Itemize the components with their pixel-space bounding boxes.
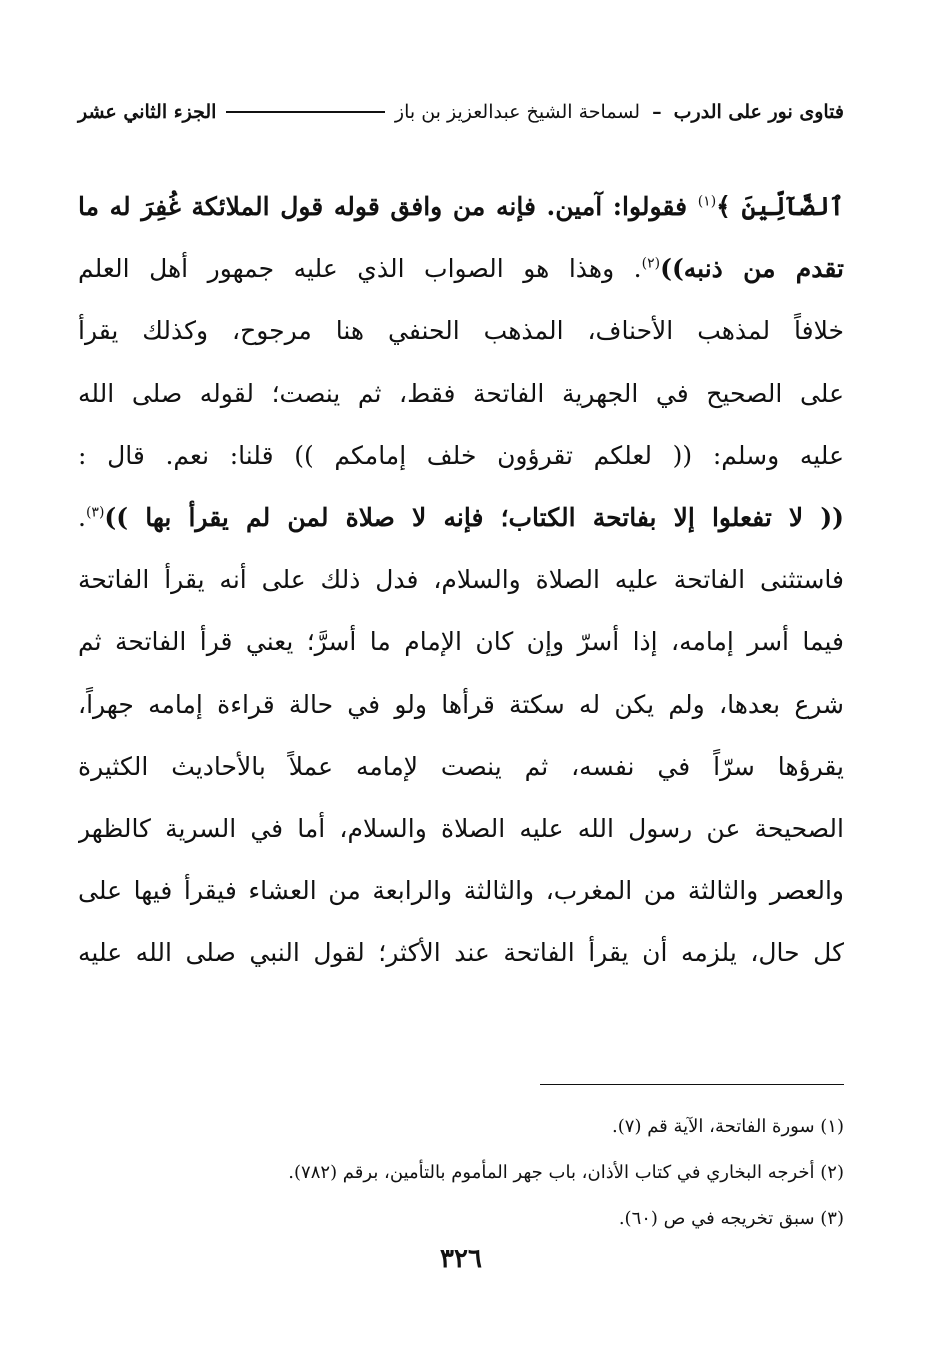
text-line: والعصر والثالثة من المغرب، والثالثة والرابعة من العشاء فيقرأ فيها على bbox=[78, 876, 844, 906]
text-line: (( لا تفعلوا إلا بفاتحة الكتاب؛ فإنه لا صلاة لمن لم يقرأ بها ))$^{(٣)}$. bbox=[78, 502, 844, 532]
author-name: لسماحة الشيخ عبدالعزيز بن باز bbox=[394, 101, 641, 123]
running-header bbox=[78, 96, 844, 128]
text-line: ٱلضَّآلِّينَ ﴾$^{(١)}$ فقولوا: آمين. فإنه من وافق قوله قول الملائكة غُفِرَ له ما bbox=[78, 192, 844, 221]
book-title: فتاوى نور على الدرب bbox=[673, 101, 844, 123]
text-line: على الصحيح في الجهرية الفاتحة فقط، ثم ينصت؛ لقوله صلى الله bbox=[78, 378, 844, 408]
text-line: الصحيحة عن رسول الله عليه الصلاة والسلام، أما في السرية كالظهر bbox=[78, 813, 844, 843]
footnotes bbox=[78, 1104, 844, 1242]
text-line: شرع بعدها، ولم يكن له سكتة قرأها ولو في حالة قراءة إمامه جهراً، bbox=[78, 689, 844, 719]
volume-label: الجزء الثاني عشر bbox=[78, 101, 217, 123]
text-line: فاستثنى الفاتحة عليه الصلاة والسلام، فدل ذلك على أنه يقرأ الفاتحة bbox=[78, 565, 844, 595]
footnote: (١) سورة الفاتحة، الآية قم (٧). bbox=[612, 1116, 844, 1137]
footnote-ref: (١) bbox=[697, 193, 717, 210]
page-number: ٣٢٦ bbox=[440, 1244, 482, 1274]
footnote: (٢) أخرجه البخاري في كتاب الأذان، باب جهر المأموم بالتأمين، برقم (٧٨٢). bbox=[288, 1162, 844, 1183]
header-rule bbox=[226, 111, 384, 113]
header-dash: – bbox=[652, 101, 662, 123]
footnote-ref: (٣) bbox=[85, 504, 105, 521]
text-line: فيما أسر إمامه، إذا أسرّ وإن كان الإمام ما أسرَّ؛ يعني قرأ الفاتحة ثم bbox=[78, 627, 844, 657]
text-line: تقدم من ذنبه))$^{(٢)}$. وهذا هو الصواب الذي عليه جمهور أهل العلم bbox=[78, 254, 844, 284]
body-text bbox=[78, 176, 844, 984]
text-line: يقرؤها سرّاً في نفسه، ثم ينصت لإمامه عملاً بالأحاديث الكثيرة bbox=[78, 751, 844, 781]
text-line: عليه وسلم: (( لعلكم تقرؤون خلف إمامكم )) قلنا: نعم. قال : bbox=[78, 440, 844, 470]
footnote-ref: (٢) bbox=[641, 255, 661, 272]
text-line: كل حال، يلزمه أن يقرأ الفاتحة عند الأكثر؛ لقول النبي صلى الله عليه bbox=[78, 938, 844, 968]
footnote-separator bbox=[540, 1084, 844, 1085]
footnote: (٣) سبق تخريجه في ص (٦٠). bbox=[618, 1208, 844, 1229]
text-line: خلافاً لمذهب الأحناف، المذهب الحنفي هنا مرجوح، وكذلك يقرأ bbox=[78, 316, 844, 346]
header-title-group bbox=[395, 101, 844, 123]
book-page bbox=[78, 0, 844, 1364]
